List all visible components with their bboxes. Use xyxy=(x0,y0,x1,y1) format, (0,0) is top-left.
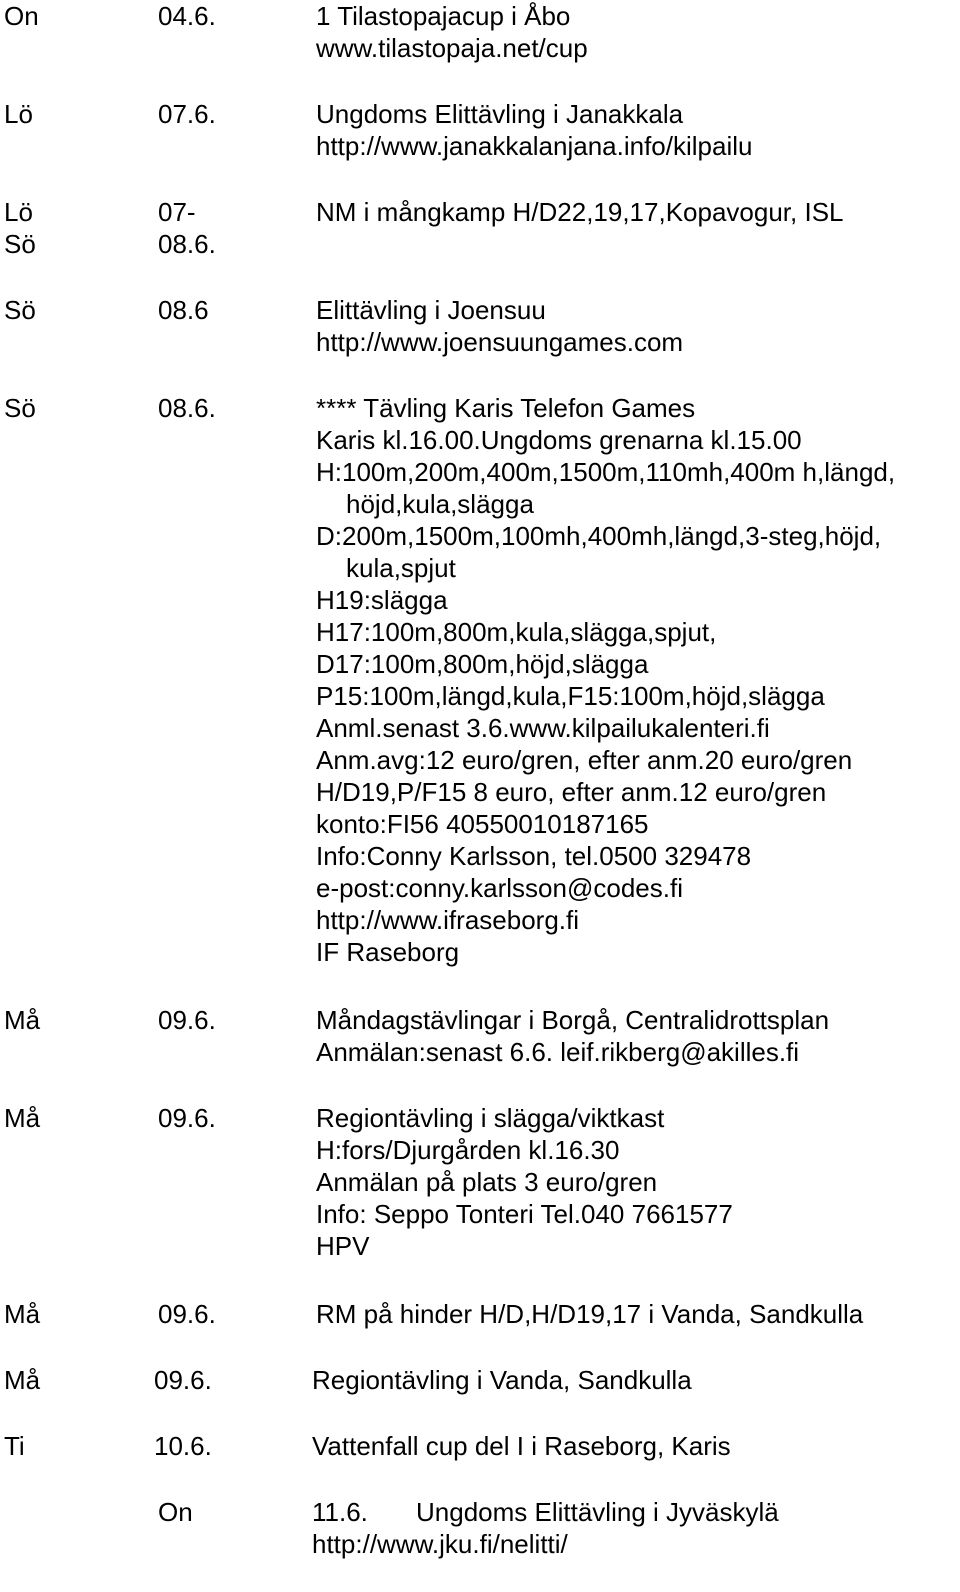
event-link[interactable]: www.tilastopaja.net/cup xyxy=(316,33,588,63)
event-day: Må xyxy=(4,1103,41,1133)
event-email[interactable]: e-post:conny.karlsson@codes.fi xyxy=(316,873,683,903)
event-detail: Info: Seppo Tonteri Tel.040 7661577 xyxy=(316,1199,733,1229)
event-day: Må xyxy=(4,1299,41,1329)
event-date: 11.6. xyxy=(312,1497,368,1527)
event-organizer: IF Raseborg xyxy=(316,937,460,967)
event-date: 09.6. xyxy=(158,1299,216,1329)
event-day-end: Sö xyxy=(4,229,36,259)
event-detail: Karis kl.16.00.Ungdoms grenarna kl.15.00 xyxy=(316,425,802,455)
event-day: Ti xyxy=(4,1431,25,1461)
event-title: RM på hinder H/D,H/D19,17 i Vanda, Sandkulla xyxy=(316,1299,864,1329)
event-detail: H19:slägga xyxy=(316,585,448,615)
event-organizer: HPV xyxy=(316,1231,370,1261)
event-day: On xyxy=(158,1497,193,1527)
event-detail: P15:100m,längd,kula,F15:100m,höjd,slägga xyxy=(316,681,825,711)
event-title: Ungdoms Elittävling i Janakkala xyxy=(316,99,684,129)
event-link[interactable]: http://www.janakkalanjana.info/kilpailu xyxy=(316,131,753,161)
event-detail: Anm.avg:12 euro/gren, efter anm.20 euro/gren xyxy=(316,745,853,775)
event-title: Regiontävling i Vanda, Sandkulla xyxy=(312,1365,692,1395)
event-title: NM i mångkamp H/D22,19,17,Kopavogur, ISL xyxy=(316,197,844,227)
event-detail: Anmälan:senast 6.6. leif.rikberg@akilles.fi xyxy=(316,1037,800,1067)
event-date: 07- xyxy=(158,197,196,227)
event-detail: höjd,kula,slägga xyxy=(346,489,534,519)
event-date: 09.6. xyxy=(154,1365,212,1395)
event-detail: Info:Conny Karlsson, tel.0500 329478 xyxy=(316,841,752,871)
event-day: Lö xyxy=(4,197,33,227)
event-detail: D17:100m,800m,höjd,slägga xyxy=(316,649,649,679)
event-date-end: 08.6. xyxy=(158,229,216,259)
event-link[interactable]: http://www.jku.fi/nelitti/ xyxy=(312,1529,568,1559)
event-date: 04.6. xyxy=(158,1,216,31)
event-date: 10.6. xyxy=(154,1431,212,1461)
event-detail: H:100m,200m,400m,1500m,110mh,400m h,längd, xyxy=(316,457,896,487)
event-title: Ungdoms Elittävling i Jyväskylä xyxy=(416,1497,779,1527)
event-detail: D:200m,1500m,100mh,400mh,längd,3-steg,höjd, xyxy=(316,521,882,551)
event-title: Vattenfall cup del I i Raseborg, Karis xyxy=(312,1431,731,1461)
event-detail: H:fors/Djurgården kl.16.30 xyxy=(316,1135,620,1165)
event-title: 1 Tilastopajacup i Åbo xyxy=(316,1,571,31)
event-day: Lö xyxy=(4,99,33,129)
event-detail: H/D19,P/F15 8 euro, efter anm.12 euro/gren xyxy=(316,777,827,807)
event-title: Regiontävling i slägga/viktkast xyxy=(316,1103,665,1133)
event-detail: H17:100m,800m,kula,slägga,spjut, xyxy=(316,617,717,647)
event-day: On xyxy=(4,1,39,31)
event-day: Sö xyxy=(4,393,36,423)
event-date: 09.6. xyxy=(158,1005,216,1035)
event-detail: konto:FI56 40550010187165 xyxy=(316,809,649,839)
event-day: Sö xyxy=(4,295,36,325)
event-date: 08.6 xyxy=(158,295,209,325)
event-title: Måndagstävlingar i Borgå, Centralidrottsplan xyxy=(316,1005,830,1035)
event-date: 08.6. xyxy=(158,393,216,423)
event-day: Må xyxy=(4,1005,41,1035)
event-day: Må xyxy=(4,1365,41,1395)
event-title: **** Tävling Karis Telefon Games xyxy=(316,393,696,423)
event-detail: Anml.senast 3.6.www.kilpailukalenteri.fi xyxy=(316,713,770,743)
event-date: 09.6. xyxy=(158,1103,216,1133)
event-detail: Anmälan på plats 3 euro/gren xyxy=(316,1167,658,1197)
event-date: 07.6. xyxy=(158,99,216,129)
event-title: Elittävling i Joensuu xyxy=(316,295,546,325)
event-link[interactable]: http://www.ifraseborg.fi xyxy=(316,905,579,935)
event-link[interactable]: http://www.joensuungames.com xyxy=(316,327,684,357)
event-detail: kula,spjut xyxy=(346,553,456,583)
